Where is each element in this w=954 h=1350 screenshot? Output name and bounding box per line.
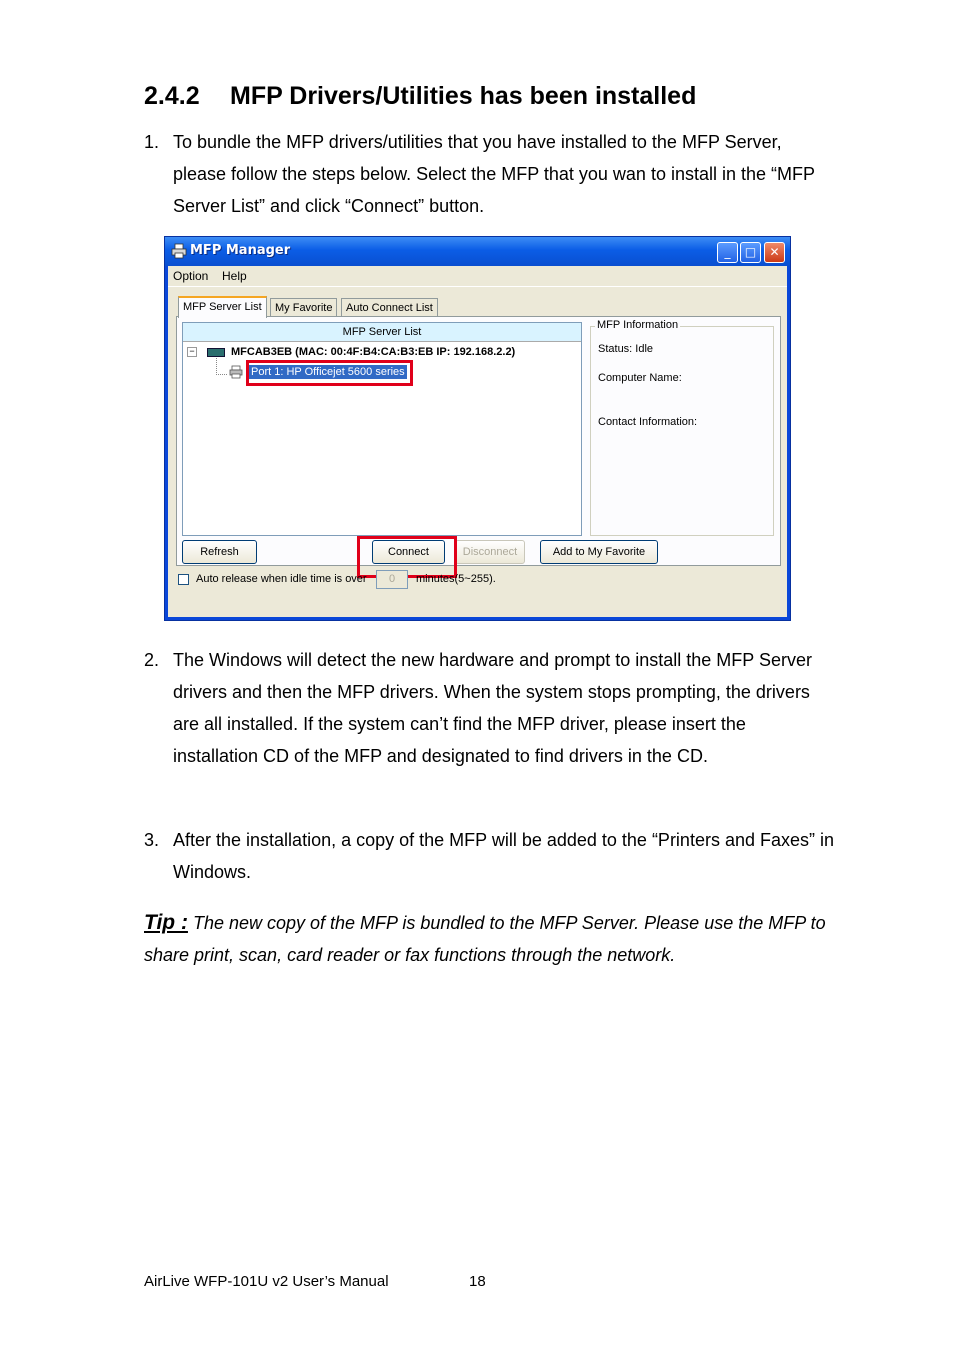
disconnect-button[interactable]: Disconnect: [455, 540, 525, 564]
step-text: The Windows will detect the new hardware and prompt to install the MFP Server drivers and then the MFP drivers. When the system stops prompting, the drivers are all installed. If the system can’t find the MFP driver, please insert the installation CD of the MFP and designated to find drivers in the CD.: [173, 650, 812, 766]
tab-my-favorite[interactable]: My Favorite: [270, 298, 337, 317]
step-number: 1.: [144, 132, 160, 152]
maximize-button[interactable]: [740, 242, 761, 263]
tab-mfp-server-list[interactable]: MFP Server List: [178, 296, 267, 318]
menu-help[interactable]: Help: [222, 269, 247, 283]
step-3: [144, 824, 834, 888]
step-2: [144, 644, 834, 772]
window-client: [168, 266, 787, 617]
mfp-information-group: [590, 319, 774, 536]
highlight-port-box: [246, 360, 413, 386]
menu-bar: [168, 266, 787, 287]
step-number: 3.: [144, 830, 160, 850]
mfp-server-list[interactable]: [182, 322, 582, 536]
tip-paragraph: [144, 907, 834, 971]
tree-connector: [216, 358, 227, 375]
section-heading: [144, 82, 696, 111]
window-title: MFP Manager: [190, 243, 291, 258]
minimize-button[interactable]: [717, 242, 738, 263]
refresh-button[interactable]: Refresh: [182, 540, 257, 564]
maximize-icon: □: [744, 245, 757, 259]
idle-time-input[interactable]: 0: [376, 570, 408, 589]
server-entry[interactable]: [187, 346, 515, 358]
auto-release-label: Auto release when idle time is over: [196, 573, 367, 585]
minimize-icon: _: [724, 245, 731, 259]
window-titlebar: [165, 237, 790, 266]
tab-panel: [176, 316, 781, 566]
section-title: MFP Drivers/Utilities has been installed: [230, 82, 697, 110]
menu-option[interactable]: Option: [173, 269, 209, 283]
auto-release-checkbox[interactable]: [178, 574, 189, 585]
close-button[interactable]: [764, 242, 785, 263]
printer-port-icon: [229, 365, 243, 379]
printer-icon: [171, 243, 187, 259]
add-to-favorite-button[interactable]: Add to My Favorite: [540, 540, 658, 564]
tip-label: Tip :: [144, 911, 188, 934]
mfp-manager-window: [164, 236, 791, 621]
step-text: After the installation, a copy of the MFP will be added to the “Printers and Faxes” in Windows.: [173, 830, 835, 882]
collapse-icon[interactable]: −: [187, 347, 197, 357]
step-1: [144, 126, 834, 222]
tip-text: The new copy of the MFP is bundled to the MFP Server. Please use the MFP to share print, scan, card reader or fax functions through the network.: [144, 913, 826, 965]
connect-button[interactable]: Connect: [372, 540, 445, 564]
server-entry-label: MFCAB3EB (MAC: 00:4F:B4:CA:B3:EB IP: 192.168.2.2): [231, 346, 516, 358]
info-contact: Contact Information:: [598, 416, 698, 428]
step-number: 2.: [144, 650, 160, 670]
footer-page-number: 18: [469, 1273, 486, 1290]
info-title: MFP Information: [597, 319, 679, 331]
section-number: 2.4.2: [144, 82, 200, 110]
tab-auto-connect-list[interactable]: Auto Connect List: [341, 298, 438, 317]
close-icon: ✕: [769, 245, 780, 259]
info-status: Status: Idle: [598, 343, 654, 355]
minutes-label: minutes(5~255).: [416, 573, 496, 585]
server-icon: [207, 348, 225, 357]
info-computer-name: Computer Name:: [598, 372, 682, 384]
port-entry[interactable]: Port 1: HP Officejet 5600 series: [251, 366, 405, 378]
footer-manual: AirLive WFP-101U v2 User’s Manual: [144, 1273, 389, 1290]
list-header: MFP Server List: [183, 323, 581, 342]
step-text: To bundle the MFP drivers/utilities that you have installed to the MFP Server, please follow the steps below. Select the MFP that you wan to install in the “MFP Server List” and click “Connect” button.: [173, 132, 815, 216]
